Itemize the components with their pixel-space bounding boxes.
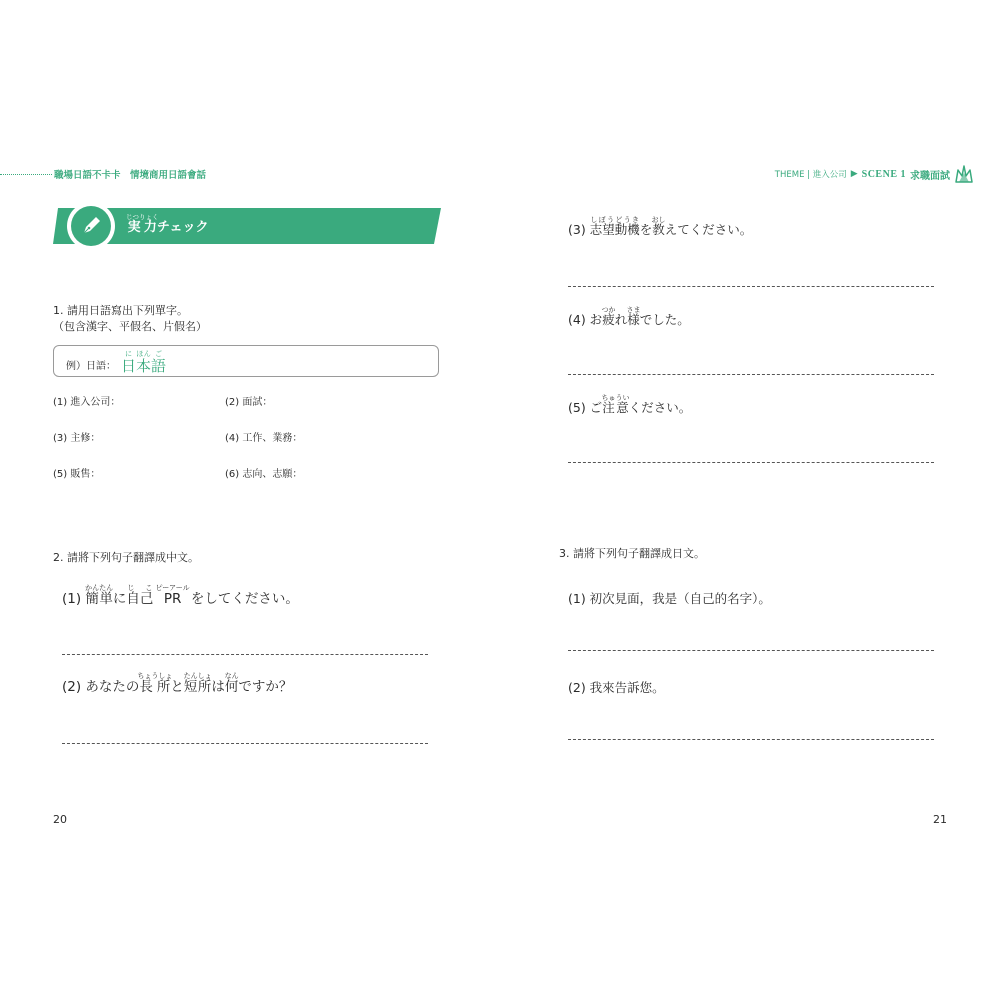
vocab-item: (1) 進入公司： [53,397,121,408]
running-header-left [0,167,260,181]
play-arrow-icon: ▶ [850,169,858,179]
answer-line [568,462,934,463]
translate-sentence-1: (1) 初次見面，我是（自己的名字）。 [568,591,771,606]
answer-line [568,739,934,740]
answer-line [568,650,934,651]
sentence-3: (3) 志望動機しぼうどうきを教おしえてください。 [568,216,753,237]
answer-line [568,286,934,287]
section1-heading: 1. 請用日語寫出下列單字。 [53,304,188,317]
fountain-pen-icon [71,206,111,246]
sentence-4: (4) お疲つかれ様さまでした。 [568,306,690,327]
section3-heading: 3. 請將下列句子翻譯成日文。 [559,547,705,560]
pen-badge [67,202,115,250]
page-number-left: 20 [53,813,67,826]
translate-sentence-2: (2) 我來告訴您。 [568,680,665,695]
vocab-item: (5) 販售： [53,469,101,480]
dotted-rule [0,174,52,175]
theme-label: THEME | 進入公司 [774,170,847,180]
section-banner [53,208,441,244]
answer-line [62,654,428,655]
vocab-item: (2) 面試： [225,397,273,408]
sentence-2: (2) あなたの長所ちょうしょと短所たんしょは何なんですか？ [62,672,293,695]
sentence-5: (5) ご注意ちゅういください。 [568,394,692,415]
vocab-item: (3) 主修： [53,433,101,444]
leaf-crown-icon [954,164,974,184]
page-number-right: 21 [933,813,947,826]
answer-line [62,743,428,744]
running-header-right [775,163,974,185]
banner-title: 実力じつりょくチェック [126,213,209,235]
example-label: 例）日語： [66,361,116,372]
book-title: 職場日語不卡卡 情境商用日語會話 [54,170,207,181]
example-answer: 日に本ほん語ご [121,350,167,375]
vocab-item: (4) 工作、業務： [225,433,303,444]
example-box [53,345,439,377]
section1-subheading: （包含漢字、平假名、片假名） [53,320,207,333]
sentence-1: (1) 簡単かんたんに自己じ こ PRピーアール をしてください。 [62,584,299,607]
scene-label: SCENE 1 [861,168,906,180]
answer-line [568,374,934,375]
vocab-item: (6) 志向、志願： [225,469,303,480]
section2-heading: 2. 請將下列句子翻譯成中文。 [53,551,199,564]
scene-title: 求職面試 [910,170,950,182]
